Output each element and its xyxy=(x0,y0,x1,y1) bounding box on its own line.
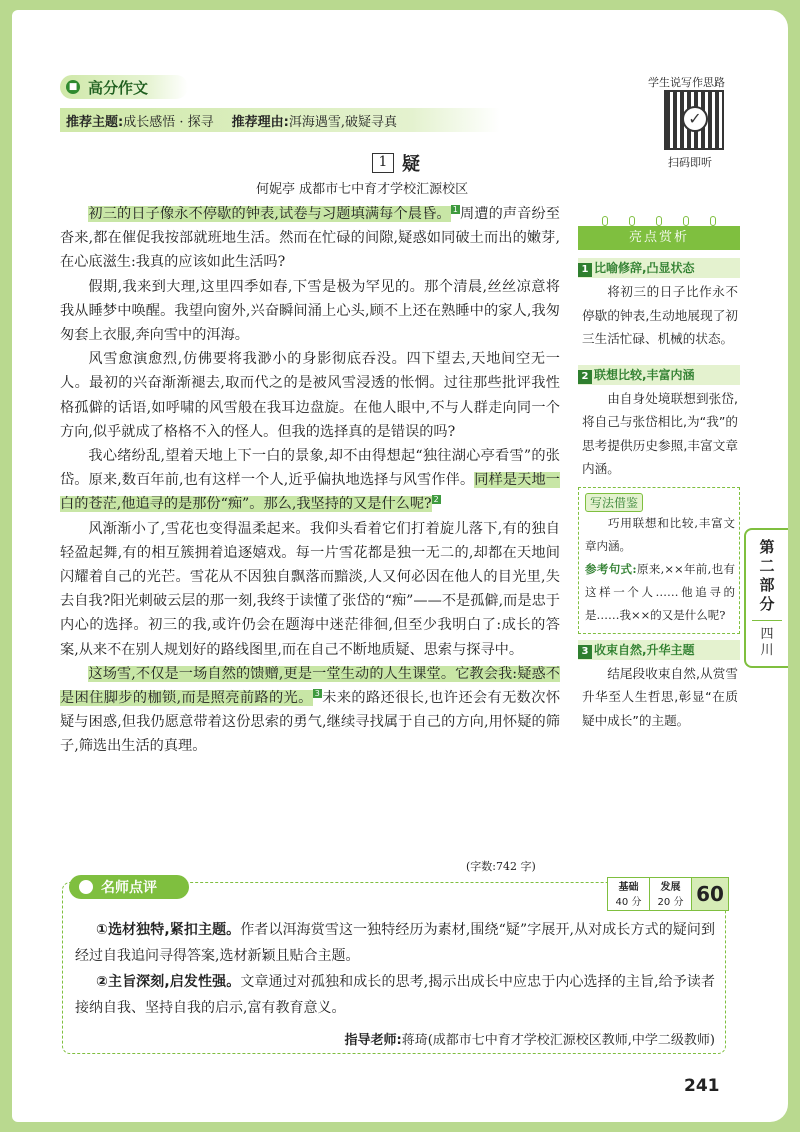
analysis-point: 3 收束自然,升华主题 结尾段收束自然,从赏雪升华至人生哲思,彰显“在质疑中成长”的主题。 xyxy=(578,640,740,733)
marker-1: 1 xyxy=(452,205,458,214)
qr-code[interactable] xyxy=(664,90,724,150)
essay-paragraph: 风渐渐小了,雪花也变得温柔起来。我仰头看着它们打着旋儿落下,有的独自轻盈起舞,有的相互簇拥着追逐嬉戏。每一片雪花都是独一无二的,却都在天地间闪耀着自己的光芒。雪花从不因独自飘落而黯淡,人又何必因在他人的目光里,失去自我?阳光刺破云层的那一刻,我终于读懂了张岱的“痴”——不是孤僻,而是忠于内心的选择。初三的我,或许仍会在题海中迷茫徘徊,但至少我明白了:成长的答案,从来不在别人规划好的路线图里,而在自己不断地质疑、思索与探寻中。 xyxy=(60,520,560,658)
marker-2: 2 xyxy=(433,495,439,505)
essay-number: 1 xyxy=(372,153,394,173)
review-tab xyxy=(69,875,189,899)
review-body xyxy=(75,917,715,1021)
score-box: 基础 40 分 发展 20 分 60 xyxy=(607,877,729,911)
analysis-point: 2 联想比较,丰富内涵 由自身处境联想到张岱,将自己与张岱相比,为“我”的思考提供历史参照,丰富文章内涵。 xyxy=(578,365,740,481)
theme-value: 成长感悟 · 探寻 xyxy=(123,114,214,130)
section-bullet-icon: ■ xyxy=(66,80,80,94)
point-title: 联想比较,丰富内涵 xyxy=(594,367,695,382)
binder-rings xyxy=(578,216,740,226)
essay-paragraph: 假期,我来到大理,这里四季如春,下雪是极为罕见的。那个清晨,丝丝凉意将我从睡梦中唤醒。我望向窗外,兴奋瞬间涌上心头,顾不上还在熟睡中的家人,我匆匆套上衣服,奔向雪中的洱海。 xyxy=(60,278,560,344)
marker-3: 3 xyxy=(314,689,320,699)
check-icon: ✓ xyxy=(682,106,708,132)
review-comment: ①选材独特,紧扣主题。作者以洱海赏雪这一独特经历为素材,围绕“疑”字展开,从对成长方式的疑问到经过自我追问寻得答案,选材新颖且贴合主题。 xyxy=(75,922,716,964)
writing-tip-tag: 写法借鉴 xyxy=(585,493,643,512)
word-count: (字数:742 字) xyxy=(466,860,536,873)
topic-bar xyxy=(60,108,500,132)
teacher-credit: 指导老师:蒋琦(成都市七中育才学校汇源校区教师,中学二级教师) xyxy=(344,1033,715,1048)
essay-body xyxy=(60,202,560,759)
qr-caption: 学生说写作思路 xyxy=(648,76,725,89)
point-title: 比喻修辞,凸显状态 xyxy=(594,261,695,275)
theme-label: 推荐主题: xyxy=(66,114,124,130)
point-title: 收束自然,升华主题 xyxy=(594,642,695,657)
reason-value: 洱海遇雪,破疑寻真 xyxy=(288,114,397,130)
reference-pattern: 参考句式:原来,××年前,也有这样一个人……他追寻的是……我××的又是什么呢? xyxy=(585,561,735,622)
page-number: 241 xyxy=(684,1076,720,1096)
person-icon xyxy=(79,880,93,894)
part-label: 第二部分 xyxy=(759,538,775,613)
point-body: 结尾段收束自然,从赏雪升华至人生哲思,彰显“在质疑中成长”的主题。 xyxy=(582,665,738,728)
highlight-text: 这场雪,不仅是一场自然的馈赠,更是一堂生动的人生课堂。它教会我:疑惑不是困住脚步的枷锁,而是照亮前路的光。 xyxy=(60,665,560,707)
part-side-tab[interactable] xyxy=(744,528,788,668)
writing-tip-text: 巧用联想和比较,丰富文章内涵。 xyxy=(585,515,735,553)
essay-paragraph: 我心绪纷乱,望着天地上下一白的景象,却不由得想起“独往湖心亭看雪”的张岱。原来,数百年前,也有这样一个人,近乎偏执地选择与风雪作伴。同样是天地一白的苍茫,他追寻的是那份“痴”。那么,我坚持的又是什么呢? 2 xyxy=(60,448,560,513)
highlight-text: 同样是天地一白的苍茫,他追寻的是那份“痴”。那么,我坚持的又是什么呢? xyxy=(60,472,560,513)
writing-tip-box xyxy=(578,487,740,634)
review-comment: ②主旨深刻,启发性强。文章通过对孤独和成长的思考,揭示出成长中应忠于内心选择的主旨,给予读者接纳自我、坚持自我的启示,富有教育意义。 xyxy=(75,974,715,1016)
essay-paragraph: 初三的日子像永不停歇的钟表,试卷与习题填满每个晨昏。 1 周遭的声音纷至沓来,都在催促我按部就班地生活。然而在忙碌的间隙,疑惑如同破土而出的嫩芽,在心底滋生:我真的应该如此生活吗? xyxy=(60,205,560,271)
review-title: 名师点评 xyxy=(101,880,157,896)
essay-paragraph: 风雪愈演愈烈,仿佛要将我渺小的身影彻底吞没。四下望去,天地间空无一人。最初的兴奋渐渐褪去,取而代之的是被风雪浸透的怅惘。过往那些批评我性格孤僻的话语,如呼啸的风雪般在我耳边盘旋。在他人眼中,不与人群走向同一个方向,似乎就成了格格不入的怪人。但我的选择真的是错误的吗? xyxy=(60,351,560,440)
essay-paragraph: 这场雪,不仅是一场自然的馈赠,更是一堂生动的人生课堂。它教会我:疑惑不是困住脚步的枷锁,而是照亮前路的光。 3 未来的路还很长,也许还会有无数次怀疑与困惑,但我仍愿意带着这份思索的勇气,继续寻找属于自己的方向,用怀疑的筛子,筛选出生活的真理。 xyxy=(60,665,561,755)
section-title: 高分作文 xyxy=(88,78,149,97)
point-body: 由自身处境联想到张岱,将自己与张岱相比,为“我”的思考提供历史参照,丰富文章内涵。 xyxy=(582,390,738,476)
score-total: 60 xyxy=(692,878,728,910)
qr-scan-label: 扫码即听 xyxy=(668,156,712,169)
teacher-review xyxy=(62,882,726,1054)
essay-title-text: 疑 xyxy=(402,154,420,175)
analysis-panel xyxy=(578,216,740,732)
province-label: 四川 xyxy=(760,627,774,658)
highlight-text: 初三的日子像永不停歇的钟表,试卷与习题填满每个晨昏。 xyxy=(88,206,451,222)
reason-label: 推荐理由: xyxy=(231,114,289,130)
side-tab-divider xyxy=(752,620,782,621)
essay-title xyxy=(372,150,420,176)
essay-author: 何妮亭 成都市七中育才学校汇源校区 xyxy=(256,182,469,197)
point-body: 将初三的日子比作永不停歇的钟表,生动地展现了初三生活忙碌、机械的状态。 xyxy=(582,284,738,346)
analysis-point: 1 比喻修辞,凸显状态 将初三的日子比作永不停歇的钟表,生动地展现了初三生活忙碌、机械的状态。 xyxy=(578,258,740,351)
analysis-header: 亮点赏析 xyxy=(578,226,740,250)
section-label xyxy=(60,75,188,99)
